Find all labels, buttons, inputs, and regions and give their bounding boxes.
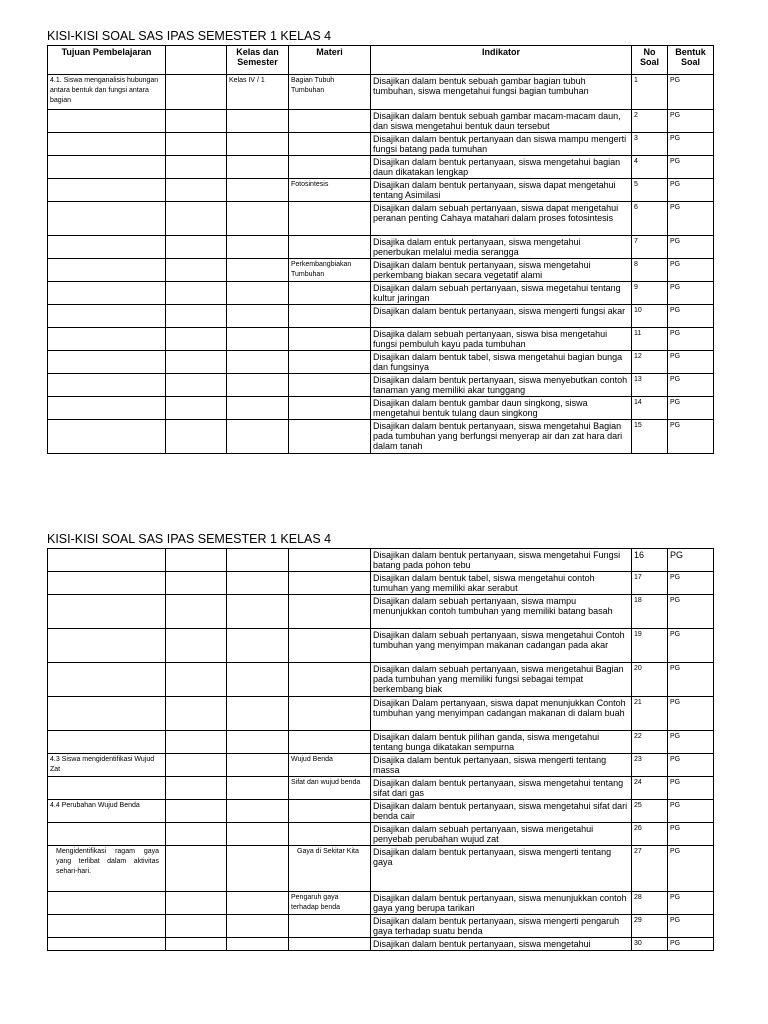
kelas-cell bbox=[227, 800, 289, 823]
no-soal-cell: 25 bbox=[632, 800, 668, 823]
header-materi: Materi bbox=[289, 46, 371, 75]
blank-cell bbox=[166, 938, 227, 951]
no-soal-cell: 9 bbox=[632, 282, 668, 305]
tujuan-cell bbox=[48, 282, 166, 305]
table-row bbox=[48, 549, 714, 572]
blank-cell bbox=[166, 179, 227, 202]
table-row bbox=[48, 915, 714, 938]
kelas-cell bbox=[227, 259, 289, 282]
blank-cell bbox=[166, 259, 227, 282]
table-row bbox=[48, 846, 714, 892]
indikator-cell: Disajikan dalam bentuk tabel, siswa mengetahui contoh tumuhan yang memiliki akar serabut bbox=[371, 572, 632, 595]
indikator-cell: Disajikan dalam bentuk pertanyaan, siswa mengetahui Fungsi batang pada pohon tebu bbox=[371, 549, 632, 572]
indikator-cell: Disajika dalam bentuk pertanyaan, siswa mengerti tentang massa bbox=[371, 754, 632, 777]
table-row bbox=[48, 282, 714, 305]
kelas-cell bbox=[227, 663, 289, 697]
no-soal-cell: 12 bbox=[632, 351, 668, 374]
table-row bbox=[48, 397, 714, 420]
tujuan-cell bbox=[48, 374, 166, 397]
tujuan-cell bbox=[48, 305, 166, 328]
page-title-1: KISI-KISI SOAL SAS IPAS SEMESTER 1 KELAS 4 bbox=[47, 29, 332, 43]
bentuk-soal-cell: PG bbox=[668, 572, 714, 595]
no-soal-cell: 18 bbox=[632, 595, 668, 629]
bentuk-soal-cell: PG bbox=[668, 156, 714, 179]
kelas-cell bbox=[227, 777, 289, 800]
no-soal-cell: 17 bbox=[632, 572, 668, 595]
tujuan-cell bbox=[48, 236, 166, 259]
indikator-cell: Disajika dalam entuk pertanyaan, siswa mengetahui penerbukan melalui media serangga bbox=[371, 236, 632, 259]
tujuan-cell bbox=[48, 938, 166, 951]
blank-cell bbox=[166, 892, 227, 915]
header-no-soal: No Soal bbox=[632, 46, 668, 75]
blank-cell bbox=[166, 629, 227, 663]
bentuk-soal-cell: PG bbox=[668, 374, 714, 397]
tujuan-cell: 4.3 Siswa mengidentifikasi Wujud Zat bbox=[48, 754, 166, 777]
indikator-cell: Disajikan dalam sebuah pertanyaan, siswa dapat mengetahui peranan penting Cahaya matahari dalam proses fotosintesis bbox=[371, 202, 632, 236]
no-soal-cell: 14 bbox=[632, 397, 668, 420]
materi-cell: Gaya di Sekitar Kita bbox=[289, 846, 371, 892]
blank-cell bbox=[166, 374, 227, 397]
tujuan-cell bbox=[48, 731, 166, 754]
materi-cell bbox=[289, 282, 371, 305]
blank-cell bbox=[166, 754, 227, 777]
blank-cell bbox=[166, 305, 227, 328]
no-soal-cell: 23 bbox=[632, 754, 668, 777]
kelas-cell bbox=[227, 202, 289, 236]
materi-cell bbox=[289, 663, 371, 697]
indikator-cell: Disajikan dalam bentuk gambar daun singkong, siswa mengetahui bentuk tulang daun singkong bbox=[371, 397, 632, 420]
tujuan-cell bbox=[48, 663, 166, 697]
materi-cell bbox=[289, 572, 371, 595]
kelas-cell bbox=[227, 938, 289, 951]
header-kelas: Kelas dan Semester bbox=[227, 46, 289, 75]
table-row bbox=[48, 777, 714, 800]
blank-cell bbox=[166, 156, 227, 179]
materi-cell bbox=[289, 549, 371, 572]
kelas-cell bbox=[227, 629, 289, 663]
tujuan-cell bbox=[48, 697, 166, 731]
materi-cell bbox=[289, 823, 371, 846]
table-row bbox=[48, 305, 714, 328]
materi-cell: Sifat dan wujud benda bbox=[289, 777, 371, 800]
indikator-cell: Disajikan dalam bentuk sebuah gambar bagian tubuh tumbuhan, siswa mengetahui fungsi bagian tumbuhan bbox=[371, 75, 632, 110]
materi-cell bbox=[289, 133, 371, 156]
indikator-cell: Disajikan dalam bentuk pertanyaan, siswa dapat mengetahui tentang Asimilasi bbox=[371, 179, 632, 202]
bentuk-soal-cell: PG bbox=[668, 328, 714, 351]
materi-cell bbox=[289, 351, 371, 374]
no-soal-cell: 4 bbox=[632, 156, 668, 179]
table-row bbox=[48, 800, 714, 823]
blank-cell bbox=[166, 823, 227, 846]
kelas-cell bbox=[227, 595, 289, 629]
kelas-cell bbox=[227, 374, 289, 397]
indikator-cell: Disajikan dalam sebuah pertanyaan, siswa mampu menunjukkan contoh tumbuhan yang memiliki batang basah bbox=[371, 595, 632, 629]
bentuk-soal-cell: PG bbox=[668, 731, 714, 754]
no-soal-cell: 30 bbox=[632, 938, 668, 951]
kelas-cell bbox=[227, 572, 289, 595]
bentuk-soal-cell: PG bbox=[668, 629, 714, 663]
no-soal-cell: 27 bbox=[632, 846, 668, 892]
table-row bbox=[48, 110, 714, 133]
tujuan-cell: Mengidentifikasi ragam gaya yang terlibat dalam aktivitas sehari-hari. bbox=[48, 846, 166, 892]
materi-cell bbox=[289, 595, 371, 629]
kelas-cell bbox=[227, 823, 289, 846]
tujuan-cell bbox=[48, 777, 166, 800]
table-row bbox=[48, 629, 714, 663]
bentuk-soal-cell: PG bbox=[668, 420, 714, 454]
blank-cell bbox=[166, 915, 227, 938]
indikator-cell: Disajikan dalam bentuk pertanyaan, siswa mengetahui bagian daun dikatakan lengkap bbox=[371, 156, 632, 179]
bentuk-soal-cell: PG bbox=[668, 595, 714, 629]
materi-cell bbox=[289, 305, 371, 328]
materi-cell: Pengaruh gaya terhadap benda bbox=[289, 892, 371, 915]
kelas-cell bbox=[227, 179, 289, 202]
tujuan-cell bbox=[48, 202, 166, 236]
materi-cell: Fotosintesis bbox=[289, 179, 371, 202]
blank-cell bbox=[166, 110, 227, 133]
materi-cell bbox=[289, 938, 371, 951]
bentuk-soal-cell: PG bbox=[668, 236, 714, 259]
indikator-cell: Disajikan dalam bentuk pilihan ganda, siswa mengetahui tentang bunga dikatakan sempurna bbox=[371, 731, 632, 754]
indikator-cell: Disajika dalam sebuah pertanyaan, siswa bisa mengetahui fungsi pembuluh kayu pada tumbuhan bbox=[371, 328, 632, 351]
table-row bbox=[48, 892, 714, 915]
tujuan-cell bbox=[48, 259, 166, 282]
materi-cell bbox=[289, 397, 371, 420]
table-row bbox=[48, 697, 714, 731]
table-row bbox=[48, 259, 714, 282]
no-soal-cell: 2 bbox=[632, 110, 668, 133]
kisi-kisi-table-2 bbox=[47, 548, 714, 951]
blank-cell bbox=[166, 549, 227, 572]
tujuan-cell bbox=[48, 133, 166, 156]
no-soal-cell: 28 bbox=[632, 892, 668, 915]
indikator-cell: Disajikan dalam bentuk pertanyaan, siswa mengerti pengaruh gaya terhadap suatu benda bbox=[371, 915, 632, 938]
bentuk-soal-cell: PG bbox=[668, 351, 714, 374]
indikator-cell: Disajikan dalam sebuah pertanyaan, siswa mengetahui Bagian pada tumbuhan yang memiliki fungsi sebagai tempat berkembang biak bbox=[371, 663, 632, 697]
no-soal-cell: 7 bbox=[632, 236, 668, 259]
tujuan-cell bbox=[48, 915, 166, 938]
indikator-cell: Disajikan dalam bentuk tabel, siswa mengetahui bagian bunga dan fungsinya bbox=[371, 351, 632, 374]
materi-cell bbox=[289, 731, 371, 754]
table-row bbox=[48, 351, 714, 374]
no-soal-cell: 13 bbox=[632, 374, 668, 397]
header-tujuan: Tujuan Pembelajaran bbox=[48, 46, 166, 75]
materi-cell bbox=[289, 110, 371, 133]
table-row bbox=[48, 938, 714, 951]
materi-cell bbox=[289, 374, 371, 397]
table-row bbox=[48, 595, 714, 629]
materi-cell bbox=[289, 697, 371, 731]
bentuk-soal-cell: PG bbox=[668, 397, 714, 420]
header-blank bbox=[166, 46, 227, 75]
kelas-cell bbox=[227, 305, 289, 328]
header-bentuk-soal: Bentuk Soal bbox=[668, 46, 714, 75]
indikator-cell: Disajikan dalam sebuah pertanyaan, siswa mengetahui penyebab perubahan wujud zat bbox=[371, 823, 632, 846]
table-row bbox=[48, 328, 714, 351]
blank-cell bbox=[166, 236, 227, 259]
page-title-2: KISI-KISI SOAL SAS IPAS SEMESTER 1 KELAS 4 bbox=[47, 532, 332, 546]
kelas-cell bbox=[227, 420, 289, 454]
indikator-cell: Disajikan dalam bentuk pertanyaan, siswa mengetahui tentang sifat dari gas bbox=[371, 777, 632, 800]
kelas-cell bbox=[227, 892, 289, 915]
kelas-cell bbox=[227, 351, 289, 374]
blank-cell bbox=[166, 282, 227, 305]
bentuk-soal-cell: PG bbox=[668, 777, 714, 800]
no-soal-cell: 3 bbox=[632, 133, 668, 156]
tujuan-cell bbox=[48, 351, 166, 374]
kelas-cell bbox=[227, 282, 289, 305]
bentuk-soal-cell: PG bbox=[668, 282, 714, 305]
table-row bbox=[48, 374, 714, 397]
no-soal-cell: 10 bbox=[632, 305, 668, 328]
bentuk-soal-cell: PG bbox=[668, 846, 714, 892]
no-soal-cell: 16 bbox=[632, 549, 668, 572]
table-row bbox=[48, 133, 714, 156]
tujuan-cell bbox=[48, 420, 166, 454]
indikator-cell: Disajikan dalam bentuk pertanyaan, siswa mengetahui sifat dari benda cair bbox=[371, 800, 632, 823]
no-soal-cell: 5 bbox=[632, 179, 668, 202]
kelas-cell bbox=[227, 731, 289, 754]
blank-cell bbox=[166, 572, 227, 595]
table-row bbox=[48, 572, 714, 595]
bentuk-soal-cell: PG bbox=[668, 800, 714, 823]
no-soal-cell: 11 bbox=[632, 328, 668, 351]
blank-cell bbox=[166, 800, 227, 823]
materi-cell bbox=[289, 236, 371, 259]
no-soal-cell: 20 bbox=[632, 663, 668, 697]
kelas-cell bbox=[227, 754, 289, 777]
kelas-cell bbox=[227, 697, 289, 731]
kelas-cell bbox=[227, 156, 289, 179]
materi-cell bbox=[289, 800, 371, 823]
bentuk-soal-cell: PG bbox=[668, 133, 714, 156]
kelas-cell bbox=[227, 133, 289, 156]
materi-cell bbox=[289, 156, 371, 179]
table-row bbox=[48, 156, 714, 179]
kisi-kisi-table-1 bbox=[47, 45, 714, 454]
materi-cell bbox=[289, 915, 371, 938]
blank-cell bbox=[166, 697, 227, 731]
indikator-cell: Disajikan dalam sebuah pertanyaan, siswa megetahui tentang kultur jaringan bbox=[371, 282, 632, 305]
tujuan-cell bbox=[48, 179, 166, 202]
table-row bbox=[48, 823, 714, 846]
materi-cell bbox=[289, 202, 371, 236]
blank-cell bbox=[166, 595, 227, 629]
indikator-cell: Disajikan dalam bentuk pertanyaan, siswa mengetahui Bagian pada tumbuhan yang berfungsi menyerap air dan zat hara dari dalam tanah bbox=[371, 420, 632, 454]
indikator-cell: Disajikan dalam bentuk pertanyaan, siswa mengerti fungsi akar bbox=[371, 305, 632, 328]
tujuan-cell bbox=[48, 595, 166, 629]
bentuk-soal-cell: PG bbox=[668, 305, 714, 328]
bentuk-soal-cell: PG bbox=[668, 892, 714, 915]
bentuk-soal-cell: PG bbox=[668, 179, 714, 202]
tujuan-cell bbox=[48, 156, 166, 179]
bentuk-soal-cell: PG bbox=[668, 697, 714, 731]
header-indikator: Indikator bbox=[371, 46, 632, 75]
materi-cell bbox=[289, 328, 371, 351]
tujuan-cell bbox=[48, 397, 166, 420]
bentuk-soal-cell: PG bbox=[668, 202, 714, 236]
indikator-cell: Disajikan dalam bentuk pertanyaan, siswa mengerti tentang gaya bbox=[371, 846, 632, 892]
blank-cell bbox=[166, 777, 227, 800]
table-row bbox=[48, 731, 714, 754]
no-soal-cell: 24 bbox=[632, 777, 668, 800]
table-row bbox=[48, 202, 714, 236]
bentuk-soal-cell: PG bbox=[668, 110, 714, 133]
kelas-cell bbox=[227, 397, 289, 420]
materi-cell: Bagian Tubuh Tumbuhan bbox=[289, 75, 371, 110]
indikator-cell: Disajikan dalam bentuk pertanyaan, siswa menyebutkan contoh tanaman yang memiliki akar tunggang bbox=[371, 374, 632, 397]
blank-cell bbox=[166, 75, 227, 110]
kelas-cell bbox=[227, 328, 289, 351]
no-soal-cell: 6 bbox=[632, 202, 668, 236]
indikator-cell: Disajikan dalam bentuk pertanyaan dan siswa mampu mengerti fungsi batang pada tumuhan bbox=[371, 133, 632, 156]
tujuan-cell: 4.1. Siswa menganalisis hubungan antara bentuk dan fungsi antara bagian bbox=[48, 75, 166, 110]
bentuk-soal-cell: PG bbox=[668, 938, 714, 951]
tujuan-cell bbox=[48, 110, 166, 133]
no-soal-cell: 21 bbox=[632, 697, 668, 731]
table-row bbox=[48, 236, 714, 259]
materi-cell: Wujud Benda bbox=[289, 754, 371, 777]
bentuk-soal-cell: PG bbox=[668, 259, 714, 282]
bentuk-soal-cell: PG bbox=[668, 754, 714, 777]
indikator-cell: Disajikan dalam bentuk sebuah gambar macam-macam daun, dan siswa mengetahui bentuk daun tersebut bbox=[371, 110, 632, 133]
table-row bbox=[48, 75, 714, 110]
blank-cell bbox=[166, 663, 227, 697]
no-soal-cell: 8 bbox=[632, 259, 668, 282]
no-soal-cell: 19 bbox=[632, 629, 668, 663]
bentuk-soal-cell: PG bbox=[668, 549, 714, 572]
bentuk-soal-cell: PG bbox=[668, 915, 714, 938]
bentuk-soal-cell: PG bbox=[668, 663, 714, 697]
table-row bbox=[48, 420, 714, 454]
kelas-cell bbox=[227, 549, 289, 572]
materi-cell: Perkembangbiakan Tumbuhan bbox=[289, 259, 371, 282]
tujuan-cell bbox=[48, 892, 166, 915]
tujuan-cell bbox=[48, 328, 166, 351]
kelas-cell bbox=[227, 110, 289, 133]
blank-cell bbox=[166, 420, 227, 454]
kelas-cell bbox=[227, 236, 289, 259]
tujuan-cell bbox=[48, 549, 166, 572]
no-soal-cell: 22 bbox=[632, 731, 668, 754]
kelas-cell bbox=[227, 915, 289, 938]
indikator-cell: Disajikan dalam sebuah pertanyaan, siswa mengetahui Contoh tumbuhan yang menyimpan makanan cadangan pada akar bbox=[371, 629, 632, 663]
no-soal-cell: 1 bbox=[632, 75, 668, 110]
materi-cell bbox=[289, 629, 371, 663]
bentuk-soal-cell: PG bbox=[668, 823, 714, 846]
blank-cell bbox=[166, 351, 227, 374]
blank-cell bbox=[166, 731, 227, 754]
indikator-cell: Disajikan dalam bentuk pertanyaan, siswa menunjukkan contoh gaya yang berupa tarikan bbox=[371, 892, 632, 915]
no-soal-cell: 26 bbox=[632, 823, 668, 846]
table-row bbox=[48, 179, 714, 202]
blank-cell bbox=[166, 133, 227, 156]
blank-cell bbox=[166, 846, 227, 892]
indikator-cell: Disajikan Dalam pertanyaan, siswa dapat menunjukkan Contoh tumbuhan yang menyimpan cadangan makanan di dalam buah bbox=[371, 697, 632, 731]
indikator-cell: Disajikan dalam bentuk pertanyaan, siswa mengetahui perkembang biakan secara vegetatif alami bbox=[371, 259, 632, 282]
materi-cell bbox=[289, 420, 371, 454]
indikator-cell: Disajikan dalam bentuk pertanyaan, siswa mengetahui bbox=[371, 938, 632, 951]
table-row bbox=[48, 754, 714, 777]
kelas-cell bbox=[227, 846, 289, 892]
table-row bbox=[48, 663, 714, 697]
blank-cell bbox=[166, 202, 227, 236]
no-soal-cell: 15 bbox=[632, 420, 668, 454]
tujuan-cell bbox=[48, 629, 166, 663]
blank-cell bbox=[166, 397, 227, 420]
bentuk-soal-cell: PG bbox=[668, 75, 714, 110]
tujuan-cell bbox=[48, 823, 166, 846]
no-soal-cell: 29 bbox=[632, 915, 668, 938]
kelas-cell: Kelas IV / 1 bbox=[227, 75, 289, 110]
blank-cell bbox=[166, 328, 227, 351]
tujuan-cell: 4.4 Perubahan Wujud Benda bbox=[48, 800, 166, 823]
tujuan-cell bbox=[48, 572, 166, 595]
